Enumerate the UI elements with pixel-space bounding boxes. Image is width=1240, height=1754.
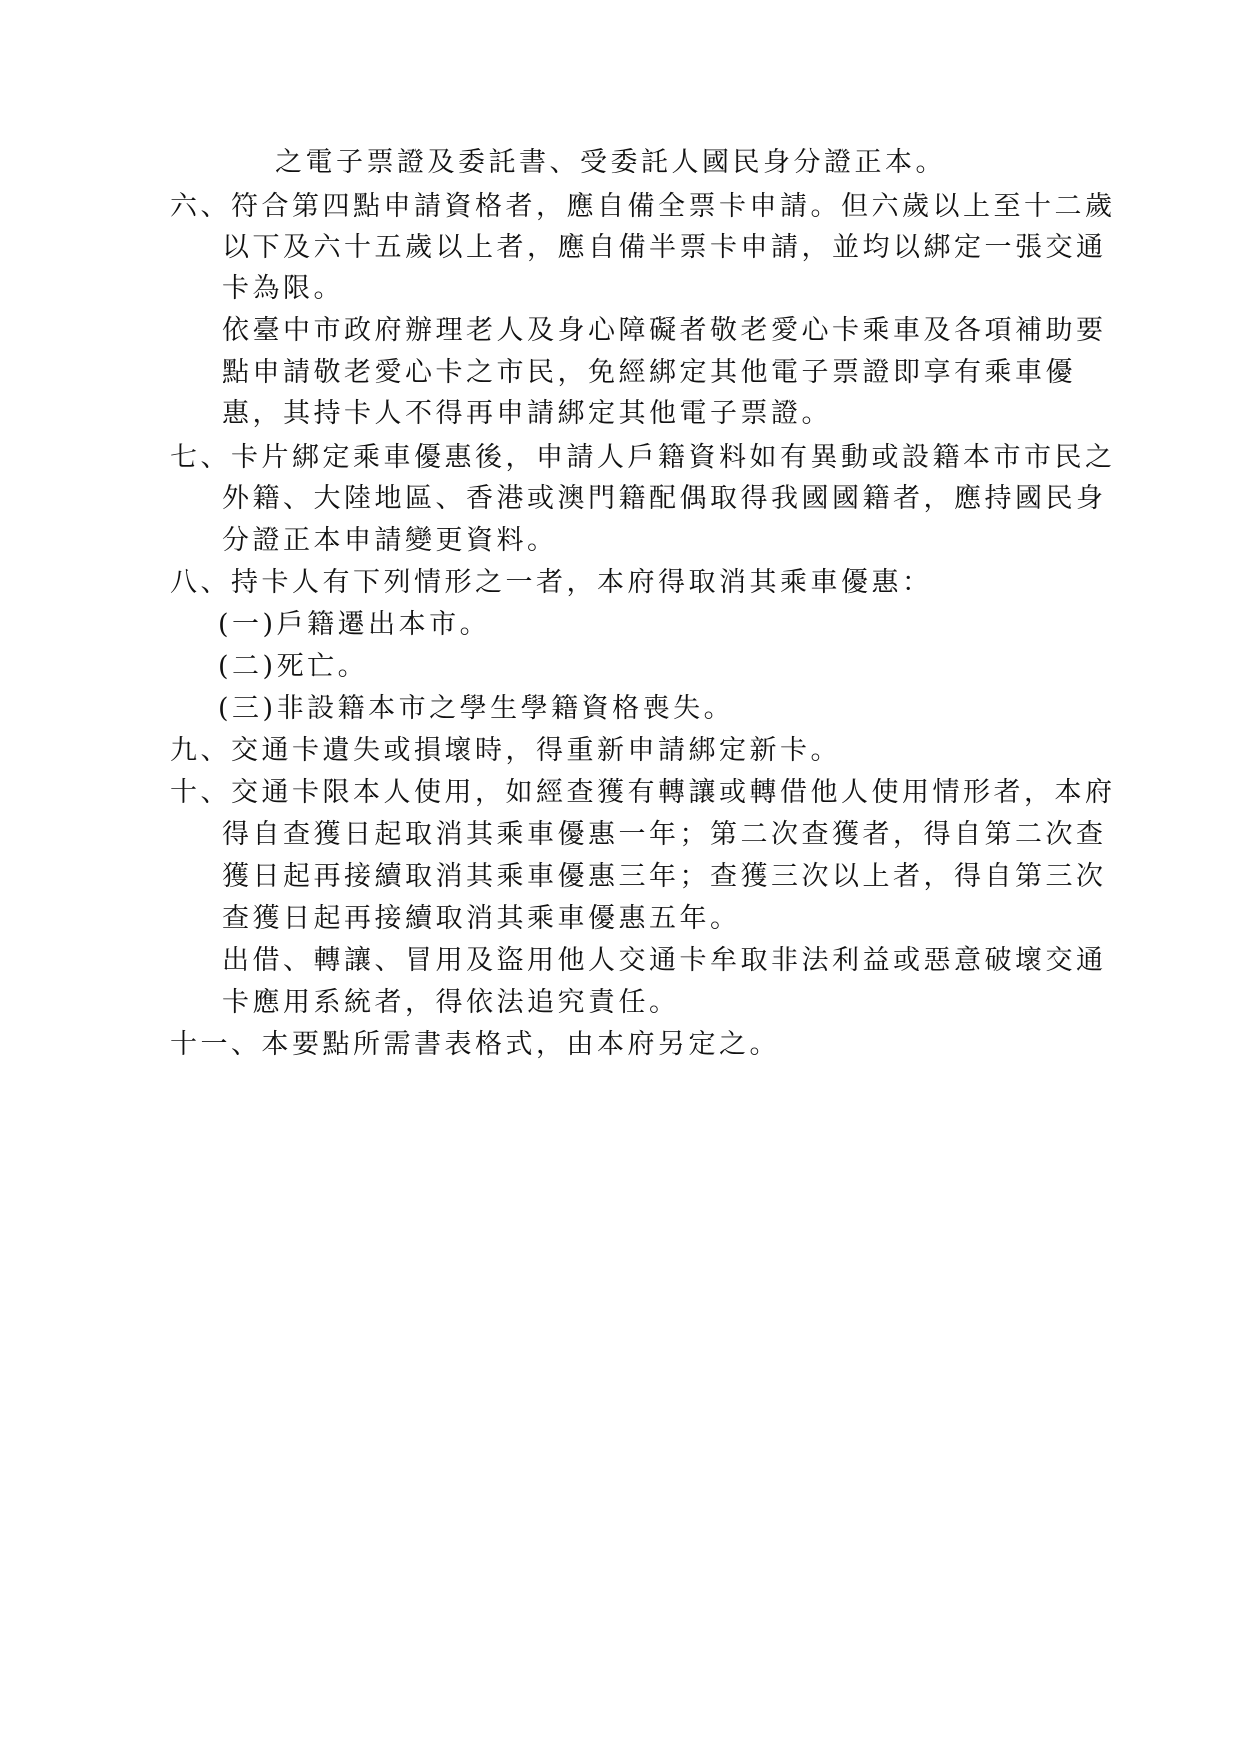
section-10-line: 獲日起再接續取消其乘車優惠三年；查獲三次以上者，得自第三次	[222, 861, 1107, 892]
section-11-text: 本要點所需書表格式，由本府另定之。	[261, 1029, 780, 1060]
section-7-line: 分證正本申請變更資料。	[222, 525, 558, 556]
section-8-marker: 八、	[170, 567, 231, 598]
section-10-paragraph-2-line: 出借、轉讓、冒用及盜用他人交通卡牟取非法利益或惡意破壞交通	[222, 945, 1107, 976]
section-9-marker: 九、	[170, 735, 231, 766]
section-10-line: 查獲日起再接續取消其乘車優惠五年。	[222, 903, 741, 934]
section-6-first-line	[170, 190, 1116, 224]
section-8-item: (二)死亡。	[218, 651, 369, 682]
section-9-first-line	[170, 734, 841, 768]
section-10-paragraph-2-line: 卡應用系統者，得依法追究責任。	[222, 987, 680, 1018]
section-10-marker: 十、	[170, 777, 231, 808]
section-6-paragraph-2-line: 依臺中市政府辦理老人及身心障礙者敬老愛心卡乘車及各項補助要	[222, 315, 1107, 346]
section-7-first-line	[170, 441, 1116, 475]
section-7-text: 卡片綁定乘車優惠後，申請人戶籍資料如有異動或設籍本市市民之	[231, 442, 1116, 473]
section-11-first-line	[170, 1028, 780, 1062]
section-11-marker: 十一、	[170, 1029, 262, 1060]
section-10-first-line	[170, 776, 1116, 810]
section-10-text: 交通卡限本人使用，如經查獲有轉讓或轉借他人使用情形者，本府	[231, 777, 1116, 808]
continuation-line: 之電子票證及委託書、受委託人國民身分證正本。	[275, 147, 946, 178]
section-6-text: 符合第四點申請資格者，應自備全票卡申請。但六歲以上至十二歲	[231, 191, 1116, 222]
section-7-marker: 七、	[170, 442, 231, 473]
section-8-text: 持卡人有下列情形之一者，本府得取消其乘車優惠：	[231, 567, 933, 598]
section-6-marker: 六、	[170, 191, 231, 222]
section-8-item: (三)非設籍本市之學生學籍資格喪失。	[218, 693, 735, 724]
section-6-line: 以下及六十五歲以上者，應自備半票卡申請，並均以綁定一張交通	[222, 232, 1107, 263]
section-9-text: 交通卡遺失或損壞時，得重新申請綁定新卡。	[231, 735, 841, 766]
section-8-item: (一)戶籍遷出本市。	[218, 609, 491, 640]
section-10-line: 得自查獲日起取消其乘車優惠一年；第二次查獲者，得自第二次查	[222, 819, 1107, 850]
section-6-line: 卡為限。	[222, 273, 344, 304]
section-6-paragraph-2-line: 惠，其持卡人不得再申請綁定其他電子票證。	[222, 398, 832, 429]
section-7-line: 外籍、大陸地區、香港或澳門籍配偶取得我國國籍者，應持國民身	[222, 483, 1107, 514]
section-6-paragraph-2-line: 點申請敬老愛心卡之市民，免經綁定其他電子票證即享有乘車優	[222, 357, 1076, 388]
section-8-first-line	[170, 566, 933, 600]
